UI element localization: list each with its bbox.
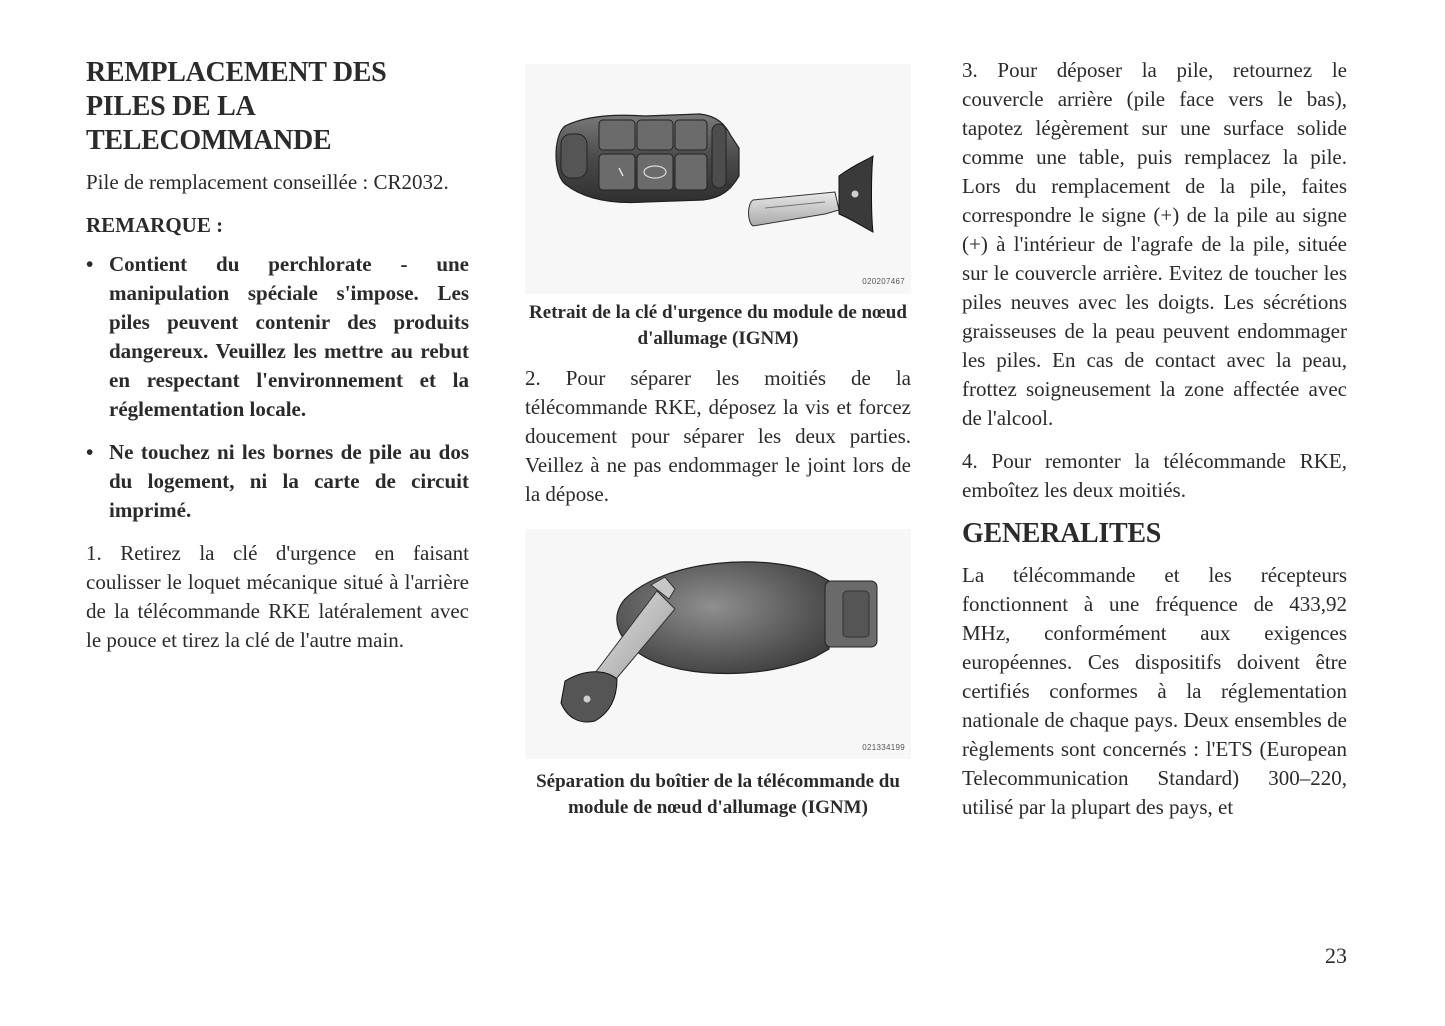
- middle-column: [525, 56, 911, 833]
- right-column: [962, 56, 1347, 822]
- note-bullet-list: [86, 250, 469, 525]
- page-number: 23: [1325, 943, 1347, 968]
- bullet-perchlorate: [86, 250, 469, 424]
- battery-type-paragraph: Pile de remplacement conseillée : CR2032.: [86, 170, 449, 194]
- bullet-dot: •: [86, 440, 94, 464]
- step-4-paragraph: 4. Pour remonter la télécommande RKE, emboîtez les deux moitiés.: [962, 449, 1347, 502]
- step-3-paragraph: 3. Pour déposer la pile, retournez le couvercle arrière (pile face vers le bas), tapotez légèrement sur une surface solide comme une table, puis remplacez la pile. Lors du remplacement de la pile, faites correspondre le signe (+) de la pile au signe (+) à l'intérieur de l'agrafe de la pile, située sur le couvercle arrière. Evitez de toucher les piles neuves avec les doigts. Les sécrétions graisseuses de la peau peuvent endommager les piles. En cas de contact avec la peau, frottez soigneusement la zone affectée avec de l'alcool.: [962, 58, 1347, 430]
- figure-emergency-key-removal: [525, 64, 911, 294]
- bullet-text: Ne touchez ni les bornes de pile au dos du logement, ni la carte de circuit imprimé.: [109, 440, 469, 522]
- section-heading-battery-replacement: [86, 56, 469, 158]
- heading-line-1: REMPLACEMENT DES: [86, 57, 387, 88]
- figure-code: 021334199: [862, 743, 905, 752]
- generalities-paragraph: La télécommande et les récepteurs fonctionnent à une fréquence de 433,92 MHz, conformément aux exigences européennes. Ces dispositifs doivent être certifiés conformes à la réglementation nationale de chaque pays. Deux ensembles de règlements sont concernés : l'ETS (European Telecommunication Standard) 300–220, utilisé par la plupart des pays, et: [962, 563, 1347, 819]
- step-1-paragraph: 1. Retirez la clé d'urgence en faisant coulisser le loquet mécanique situé à l'arrière de la télécommande RKE latéralement avec le pouce et tirez la clé de l'autre main.: [86, 541, 469, 652]
- figure-code: 020207467: [862, 277, 905, 286]
- bullet-text: Contient du perchlorate - une manipulation spéciale s'impose. Les piles peuvent contenir des produits dangereux. Veuillez les mettre au rebut en respectant l'environnement et la réglementation locale.: [109, 252, 469, 421]
- fob-and-key-illustration: [525, 64, 911, 294]
- figure-2-caption: Séparation du boîtier de la télécommande du module de nœud d'allumage (IGNM): [536, 771, 900, 818]
- heading-line-3: TELECOMMANDE: [86, 125, 332, 156]
- heading-line-2: PILES DE LA: [86, 91, 256, 122]
- bullet-terminals: [86, 438, 469, 525]
- section-heading-generalities: GENERALITES: [962, 518, 1161, 549]
- step-2-paragraph: 2. Pour séparer les moitiés de la télécommande RKE, déposez la vis et forcez doucement pour séparer les deux parties. Veillez à ne pas endommager le joint lors de la dépose.: [525, 366, 911, 506]
- figure-1-caption: Retrait de la clé d'urgence du module de nœud d'allumage (IGNM): [529, 302, 907, 349]
- note-title: REMARQUE :: [86, 213, 224, 237]
- left-column: [86, 56, 469, 655]
- fob-separation-illustration: [525, 529, 911, 759]
- figure-fob-separation: [525, 529, 911, 759]
- bullet-dot: •: [86, 252, 94, 276]
